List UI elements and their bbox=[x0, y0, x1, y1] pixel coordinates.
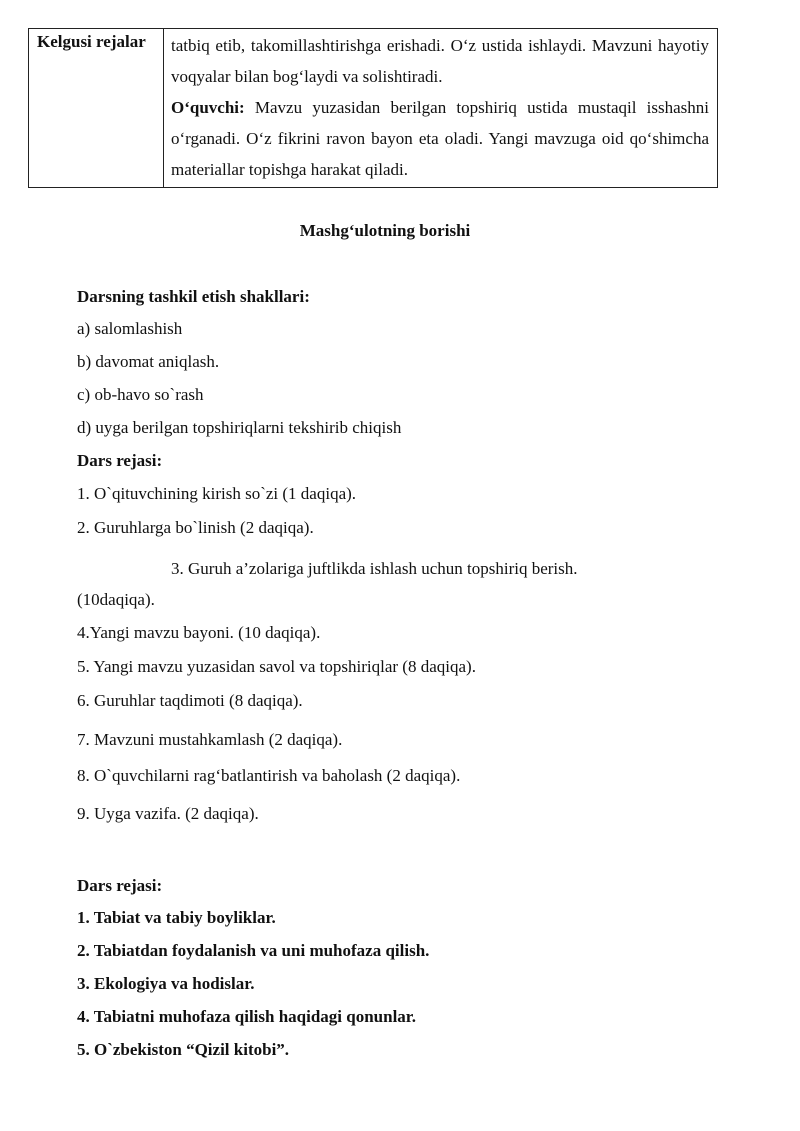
student-text: Mavzu yuzasidan berilgan topshiriq ustida mustaqil isshashni o‘rganadi. O‘z fikrini ravon bayon eta oladi. Yangi mavzuga oid qo‘shimcha materiallar topishga harakat qiladi. bbox=[171, 98, 709, 179]
list-item: 3. Guruh a’zolariga juftlikda ishlash uchun topshiriq berish. bbox=[171, 559, 578, 578]
list-item: 5. O`zbekiston “Qizil kitobi”. bbox=[77, 1040, 290, 1059]
student-label: O‘quvchi: bbox=[171, 98, 245, 117]
plan2-title: Dars rejasi: bbox=[77, 876, 163, 895]
list-item: c) ob-havo so`rash bbox=[77, 385, 204, 404]
list-item: 1. Tabiat va tabiy boyliklar. bbox=[77, 908, 276, 927]
list-item: (10daqiqa). bbox=[77, 590, 155, 609]
list-item: 9. Uyga vazifa. (2 daqiqa). bbox=[77, 804, 259, 823]
list-item: 5. Yangi mavzu yuzasidan savol va topshiriqlar (8 daqiqa). bbox=[77, 657, 476, 676]
list-item: 8. O`quvchilarni rag‘batlantirish va baholash (2 daqiqa). bbox=[77, 766, 461, 785]
list-item: 6. Guruhlar taqdimoti (8 daqiqa). bbox=[77, 691, 303, 710]
list-item: 4. Tabiatni muhofaza qilish haqidagi qonunlar. bbox=[77, 1007, 417, 1026]
table-paragraph-1: tatbiq etib, takomillashtirishga erishadi. O‘z ustida ishlaydi. Mavzuni hayotiy voqyalar bilan bog‘laydi va solishtiradi. bbox=[171, 36, 709, 86]
list-item: 2. Tabiatdan foydalanish va uni muhofaza qilish. bbox=[77, 941, 430, 960]
table-paragraph-2 bbox=[171, 92, 709, 185]
list-item: 1. O`qituvchining kirish so`zi (1 daqiqa). bbox=[77, 484, 357, 503]
plans-table bbox=[28, 28, 718, 188]
list-item: d) uyga berilgan topshiriqlarni tekshirib chiqish bbox=[77, 418, 402, 437]
forms-title: Darsning tashkil etish shakllari: bbox=[77, 287, 310, 306]
table-label: Kelgusi rejalar bbox=[37, 32, 146, 51]
list-item: 7. Mavzuni mustahkamlash (2 daqiqa). bbox=[77, 730, 343, 749]
list-item: a) salomlashish bbox=[77, 319, 183, 338]
table-content-cell bbox=[171, 30, 709, 185]
list-item: 4.Yangi mavzu bayoni. (10 daqiqa). bbox=[77, 623, 321, 642]
list-item: 2. Guruhlarga bo`linish (2 daqiqa). bbox=[77, 518, 314, 537]
section-heading: Mashg‘ulotning borishi bbox=[299, 221, 471, 240]
list-item: b) davomat aniqlash. bbox=[77, 352, 220, 371]
plan1-title: Dars rejasi: bbox=[77, 451, 163, 470]
table-label-cell bbox=[29, 29, 164, 187]
list-item: 3. Ekologiya va hodislar. bbox=[77, 974, 255, 993]
